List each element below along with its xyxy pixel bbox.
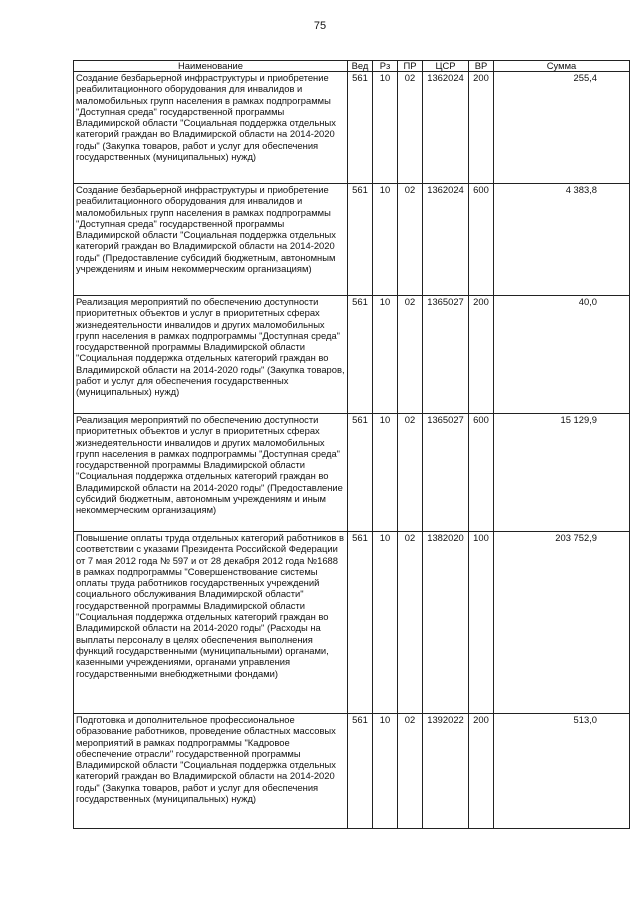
header-rz: Рз — [373, 61, 398, 72]
row-sum: 4 383,8 — [494, 184, 630, 296]
row-pr: 02 — [398, 414, 423, 532]
row-name: Реализация мероприятий по обеспечению доступности приоритетных объектов и услуг в приоритетных сферах жизнедеятельности инвалидов и других маломобильных групп населения в рамках подпрограммы "Доступная среда" государственной программы Владимирской области "Социальная поддержка отдельных категорий граждан во Владимирской области на 2014-2020 годы" (Закупка товаров, работ и услуг для обеспечения государственных (муниципальных) нужд) — [74, 296, 348, 414]
row-pr: 02 — [398, 714, 423, 829]
row-rz: 10 — [373, 414, 398, 532]
row-pr: 02 — [398, 72, 423, 184]
header-csr: ЦСР — [423, 61, 469, 72]
row-vr: 200 — [469, 714, 494, 829]
row-ved: 561 — [348, 414, 373, 532]
row-csr: 1365027 — [423, 296, 469, 414]
table-row — [74, 414, 630, 532]
table-row — [74, 296, 630, 414]
row-name: Создание безбарьерной инфраструктуры и приобретение реабилитационного оборудования для инвалидов и маломобильных групп населения в рамках подпрограммы "Доступная среда" государственной программы Владимирской области "Социальная поддержка отдельных категорий граждан во Владимирской области на 2014-2020 годы" (Предоставление субсидий бюджетным, автономным учреждениям и иным некоммерческим организациям) — [74, 184, 348, 296]
row-name: Создание безбарьерной инфраструктуры и приобретение реабилитационного оборудования для инвалидов и маломобильных групп населения в рамках подпрограммы "Доступная среда" государственной программы Владимирской области "Социальная поддержка отдельных категорий граждан во Владимирской области на 2014-2020 годы" (Закупка товаров, работ и услуг для обеспечения государственных (муниципальных) нужд) — [74, 72, 348, 184]
row-csr: 1362024 — [423, 184, 469, 296]
row-sum: 203 752,9 — [494, 532, 630, 714]
row-name: Подготовка и дополнительное профессиональное образование работников, проведение областных массовых мероприятий в рамках подпрограммы "Кадровое обеспечение отрасли" государственной программы Владимирской области "Социальная поддержка отдельных категорий граждан во Владимирской области на 2014-2020 годы" (Закупка товаров, работ и услуг для обеспечения государственных (муниципальных) нужд) — [74, 714, 348, 829]
row-csr: 1382020 — [423, 532, 469, 714]
header-vr: ВР — [469, 61, 494, 72]
row-ved: 561 — [348, 714, 373, 829]
header-ved: Вед — [348, 61, 373, 72]
row-vr: 200 — [469, 296, 494, 414]
table-header-row — [74, 61, 630, 72]
page-number: 75 — [313, 20, 327, 32]
row-csr: 1362024 — [423, 72, 469, 184]
row-rz: 10 — [373, 296, 398, 414]
budget-table — [73, 60, 630, 829]
row-sum: 40,0 — [494, 296, 630, 414]
row-rz: 10 — [373, 714, 398, 829]
row-ved: 561 — [348, 296, 373, 414]
table-row — [74, 714, 630, 829]
row-rz: 10 — [373, 184, 398, 296]
header-sum: Сумма — [494, 61, 630, 72]
table-row — [74, 72, 630, 184]
row-vr: 600 — [469, 414, 494, 532]
row-ved: 561 — [348, 184, 373, 296]
row-vr: 200 — [469, 72, 494, 184]
row-ved: 561 — [348, 72, 373, 184]
row-name: Повышение оплаты труда отдельных категорий работников в соответствии с указами Президента Российской Федерации от 7 мая 2012 года № 597 и от 28 декабря 2012 года №1688 в рамках подпрограммы "Совершенствование системы оплаты труда работников государственных учреждений социального обслуживания Владимирской области" государственной программы Владимирской области "Социальная поддержка отдельных категорий граждан во Владимирской области на 2014-2020 годы" (Расходы на выплаты персоналу в целях обеспечения выполнения функций государственными (муниципальными) органами, казенными учреждениями, органами управления государственными внебюджетными фондами) — [74, 532, 348, 714]
row-sum: 15 129,9 — [494, 414, 630, 532]
row-csr: 1392022 — [423, 714, 469, 829]
table-row — [74, 532, 630, 714]
row-pr: 02 — [398, 184, 423, 296]
row-name: Реализация мероприятий по обеспечению доступности приоритетных объектов и услуг в приоритетных сферах жизнедеятельности инвалидов и других маломобильных групп населения в рамках подпрограммы "Доступная среда" государственной программы Владимирской области "Социальная поддержка отдельных категорий граждан во Владимирской области на 2014-2020 годы" (Предоставление субсидий бюджетным, автономным учреждениям и иным некоммерческим организациям) — [74, 414, 348, 532]
row-sum: 513,0 — [494, 714, 630, 829]
row-pr: 02 — [398, 296, 423, 414]
row-rz: 10 — [373, 532, 398, 714]
row-csr: 1365027 — [423, 414, 469, 532]
header-pr: ПР — [398, 61, 423, 72]
row-sum: 255,4 — [494, 72, 630, 184]
row-rz: 10 — [373, 72, 398, 184]
table-row — [74, 184, 630, 296]
header-name: Наименование — [74, 61, 348, 72]
row-vr: 100 — [469, 532, 494, 714]
row-ved: 561 — [348, 532, 373, 714]
row-vr: 600 — [469, 184, 494, 296]
row-pr: 02 — [398, 532, 423, 714]
